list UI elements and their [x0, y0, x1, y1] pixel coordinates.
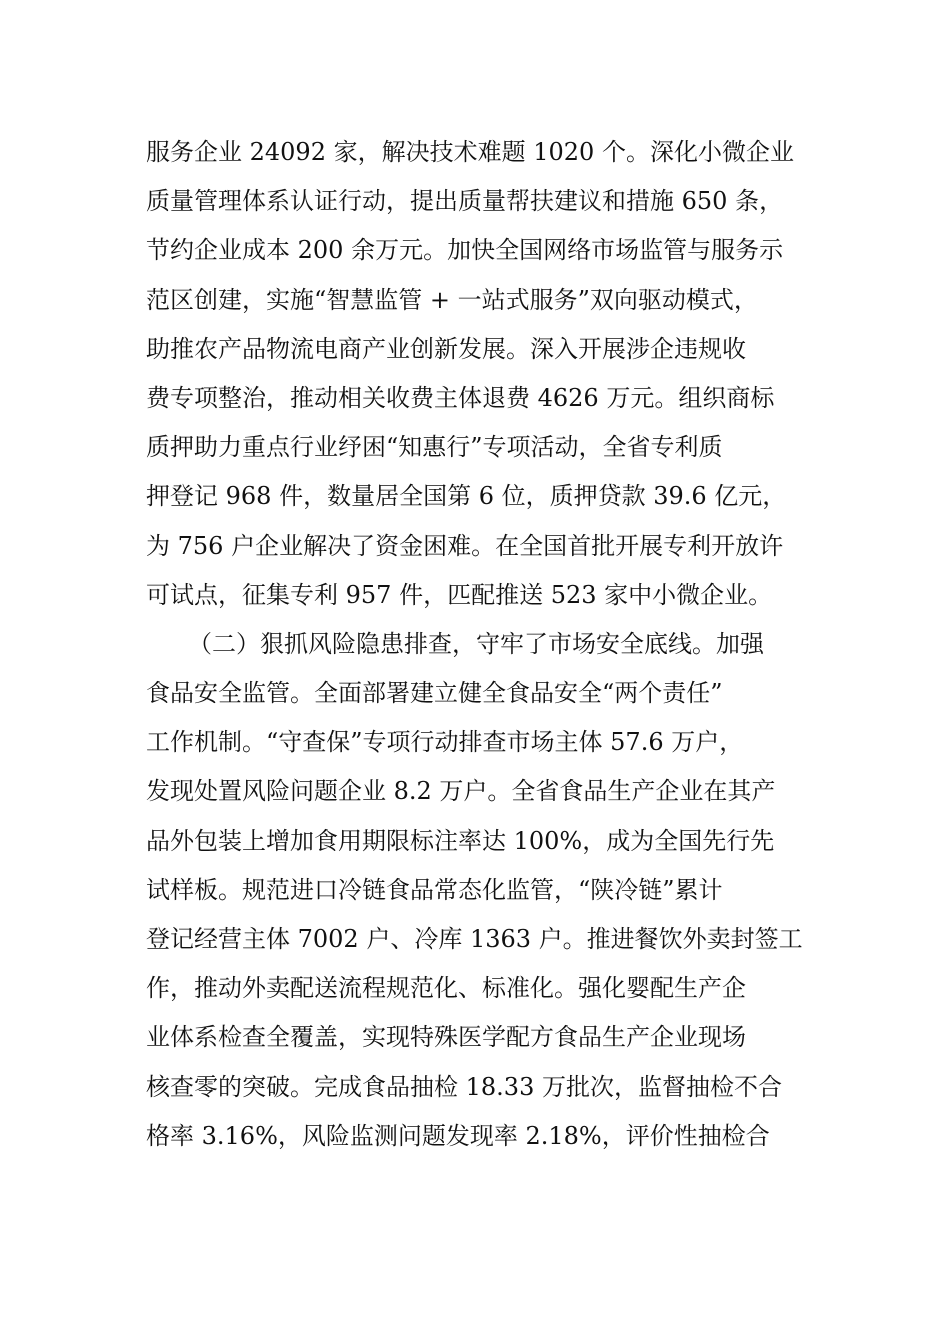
text-line: 登记经营主体 7002 户、冷库 1363 户。推进餐饮外卖封签工 [146, 925, 803, 953]
body-text [146, 128, 816, 1161]
text-line: 押登记 968 件，数量居全国第 6 位，质押贷款 39.6 亿元， [146, 482, 787, 511]
text-line: 范区创建，实施“智慧监管 + 一站式服务”双向驱动模式， [146, 285, 758, 314]
text-line: 食品安全监管。全面部署建立健全食品安全“两个责任” [146, 679, 723, 708]
text-line: 节约企业成本 200 余万元。加快全国网络市场监管与服务示 [146, 236, 784, 265]
text-line: 业体系检查全覆盖，实现特殊医学配方食品生产企业现场 [146, 1023, 746, 1052]
section-heading-line: （二）狠抓风险隐患排查，守牢了市场安全底线。加强 [188, 629, 764, 658]
text-line: 工作机制。“守查保”专项行动排查市场主体 57.6 万户， [146, 728, 744, 757]
text-line: 作，推动外卖配送流程规范化、标准化。强化婴配生产企 [146, 974, 746, 1003]
text-line: 格率 3.16%，风险监测问题发现率 2.18%，评价性抽检合 [146, 1121, 770, 1150]
text-line: 发现处置风险问题企业 8.2 万户。全省食品生产企业在其产 [146, 777, 776, 806]
text-line: 质量管理体系认证行动，提出质量帮扶建议和措施 650 条， [146, 187, 784, 216]
text-line: 可试点，征集专利 957 件，匹配推送 523 家中小微企业。 [146, 580, 773, 609]
text-line: 费专项整治，推动相关收费主体退费 4626 万元。组织商标 [146, 383, 775, 412]
text-line: 品外包装上增加食用期限标注率达 100%，成为全国先行先 [146, 826, 775, 855]
text-line: 助推农产品物流电商产业创新发展。深入开展涉企违规收 [146, 334, 746, 363]
text-line: 试样板。规范进口冷链食品常态化监管，“陕冷链”累计 [146, 875, 723, 904]
text-line: 核查零的突破。完成食品抽检 18.33 万批次，监督抽检不合 [146, 1072, 782, 1101]
text-line: 质押助力重点行业纾困“知惠行”专项活动，全省专利质 [146, 433, 723, 462]
text-line: 为 756 户企业解决了资金困难。在全国首批开展专利开放许 [146, 531, 784, 560]
text-line: 服务企业 24092 家，解决技术难题 1020 个。深化小微企业 [146, 138, 794, 166]
